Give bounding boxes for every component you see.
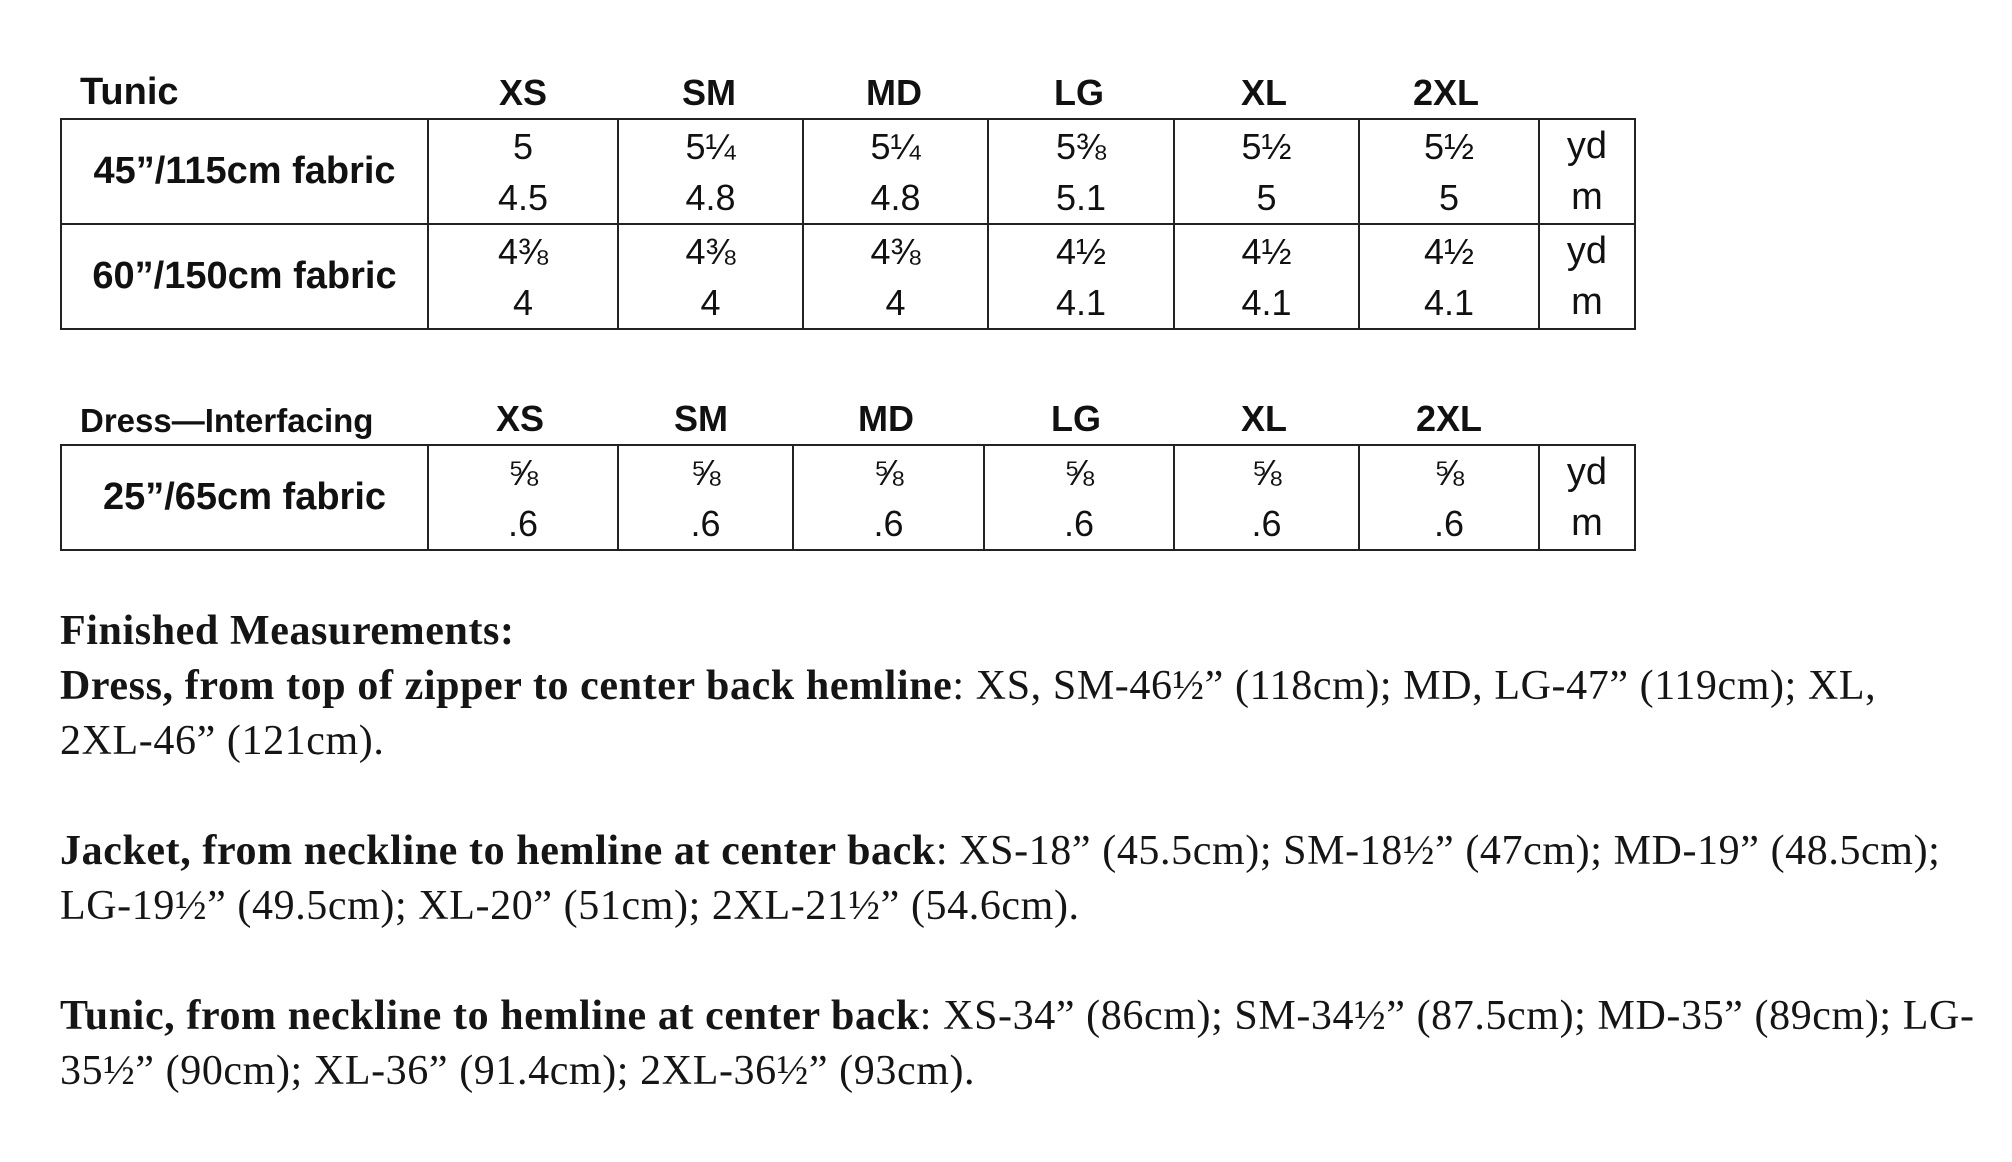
value-cell-sm: [618, 119, 803, 224]
value-cell-2xl: [1359, 445, 1539, 550]
fabric-width-label: 45”/115cm fabric: [61, 119, 428, 224]
tunic-table-header: [60, 68, 1660, 118]
value-cell-2xl: [1359, 119, 1539, 224]
value-cell-xl: [1174, 445, 1359, 550]
measurement-jacket: [60, 824, 1980, 934]
unit-cell: [1539, 224, 1635, 329]
yardage-value: 4½: [1241, 230, 1292, 272]
unit-m: m: [1571, 175, 1603, 218]
unit-m: m: [1571, 501, 1603, 544]
unit-m: m: [1571, 280, 1603, 323]
tunic-yardage-table: [60, 118, 1636, 330]
size-header-lg: LG: [1051, 398, 1101, 439]
meter-value: 5: [1256, 176, 1277, 218]
value-cell-md: [803, 119, 988, 224]
measurement-tunic: [60, 989, 1980, 1099]
size-header-sm: SM: [682, 72, 736, 113]
meter-value: 4.1: [1241, 281, 1292, 323]
meter-value: .6: [690, 502, 721, 544]
value-cell-md: [793, 445, 984, 550]
yardage-value: 4½: [1423, 230, 1475, 272]
meter-value: 4.1: [1055, 281, 1107, 323]
value-cell-xs: [428, 445, 618, 550]
size-header-md: MD: [866, 72, 922, 113]
meter-value: 4: [700, 281, 721, 323]
measurement-values: : XS-34” (86cm); SM-34½” (87.5cm); MD-35” (89cm); LG-35½” (90cm); XL-36” (91.4cm); 2XL-36½” (93cm).: [60, 993, 1975, 1094]
size-header-lg: LG: [1054, 72, 1104, 113]
meter-value: 4.5: [497, 176, 549, 218]
meter-value: .6: [1433, 502, 1465, 544]
finished-measurements-heading: Finished Measurements:: [60, 608, 515, 654]
yardage-value: 5¼: [870, 125, 921, 167]
meter-value: .6: [873, 502, 904, 544]
yardage-value: 5¼: [685, 125, 736, 167]
measurement-dress: [60, 659, 1980, 769]
yardage-value: ⅝: [1251, 451, 1282, 493]
value-cell-lg: [988, 224, 1174, 329]
size-header-md: MD: [858, 398, 914, 439]
value-cell-xs: [428, 119, 618, 224]
meter-value: 4.8: [870, 176, 921, 218]
yardage-value: 4⅜: [685, 230, 736, 272]
size-header-xs: XS: [495, 398, 545, 439]
table-row: [61, 445, 1635, 550]
unit-yd: yd: [1566, 229, 1608, 272]
yardage-value: ⅝: [690, 451, 721, 493]
yardage-value: ⅝: [1433, 451, 1465, 493]
size-header-2xl: 2XL: [1415, 398, 1483, 439]
size-header-sm: SM: [674, 398, 728, 439]
fabric-width-label: 25”/65cm fabric: [61, 445, 428, 550]
yardage-value: 5: [512, 125, 534, 167]
yardage-value: 5½: [1423, 125, 1475, 167]
meter-value: .6: [1063, 502, 1095, 544]
meter-value: 4: [512, 281, 534, 323]
dress-interfacing-table-block: [60, 394, 1660, 551]
yardage-value: 5½: [1241, 125, 1292, 167]
size-header-xl: XL: [1240, 72, 1288, 113]
meter-value: .6: [1251, 502, 1282, 544]
fabric-width-label: 60”/150cm fabric: [61, 224, 428, 329]
table-row: [61, 119, 1635, 224]
yardage-value: ⅝: [873, 451, 904, 493]
value-cell-xs: [428, 224, 618, 329]
value-cell-md: [803, 224, 988, 329]
measurement-values: : XS, SM-46½” (118cm); MD, LG-47” (119cm); XL, 2XL-46” (121cm).: [60, 663, 1877, 764]
yardage-value: 4½: [1055, 230, 1107, 272]
value-cell-xl: [1174, 224, 1359, 329]
meter-value: 4: [885, 281, 906, 323]
tunic-yardage-table-block: [60, 68, 1660, 330]
measurement-lead: Tunic, from neckline to hemline at center back: [60, 993, 920, 1039]
dress-table-header: [60, 394, 1660, 444]
value-cell-sm: [618, 224, 803, 329]
finished-measurements: [60, 604, 1980, 1099]
value-cell-lg: [988, 119, 1174, 224]
measurement-lead: Dress, from top of zipper to center back hemline: [60, 663, 953, 709]
unit-cell: [1539, 445, 1635, 550]
meter-value: 4.1: [1423, 281, 1475, 323]
size-header-xs: XS: [498, 72, 548, 113]
size-header-xl: XL: [1240, 398, 1288, 439]
table-row: [61, 224, 1635, 329]
unit-cell: [1539, 119, 1635, 224]
unit-yd: yd: [1566, 450, 1608, 493]
value-cell-2xl: [1359, 224, 1539, 329]
yardage-value: 5⅜: [1055, 125, 1107, 167]
yardage-value: 4⅜: [870, 230, 921, 272]
yardage-value: 4⅜: [497, 230, 549, 272]
yardage-value: ⅝: [507, 451, 539, 493]
value-cell-sm: [618, 445, 793, 550]
unit-yd: yd: [1566, 124, 1608, 167]
meter-value: 5: [1438, 176, 1460, 218]
value-cell-xl: [1174, 119, 1359, 224]
table-title: Dress—Interfacing: [80, 402, 374, 439]
measurement-values: : XS-18” (45.5cm); SM-18½” (47cm); MD-19” (48.5cm); LG-19½” (49.5cm); XL-20” (51cm); 2XL-21½” (54.6cm).: [60, 828, 1941, 929]
yardage-value: ⅝: [1063, 451, 1095, 493]
measurement-lead: Jacket, from neckline to hemline at center back: [60, 828, 936, 874]
dress-interfacing-table: [60, 444, 1636, 551]
meter-value: .6: [507, 502, 539, 544]
meter-value: 4.8: [685, 176, 736, 218]
size-header-2xl: 2XL: [1412, 72, 1480, 113]
meter-value: 5.1: [1055, 176, 1107, 218]
value-cell-lg: [984, 445, 1174, 550]
table-title: Tunic: [80, 71, 179, 113]
